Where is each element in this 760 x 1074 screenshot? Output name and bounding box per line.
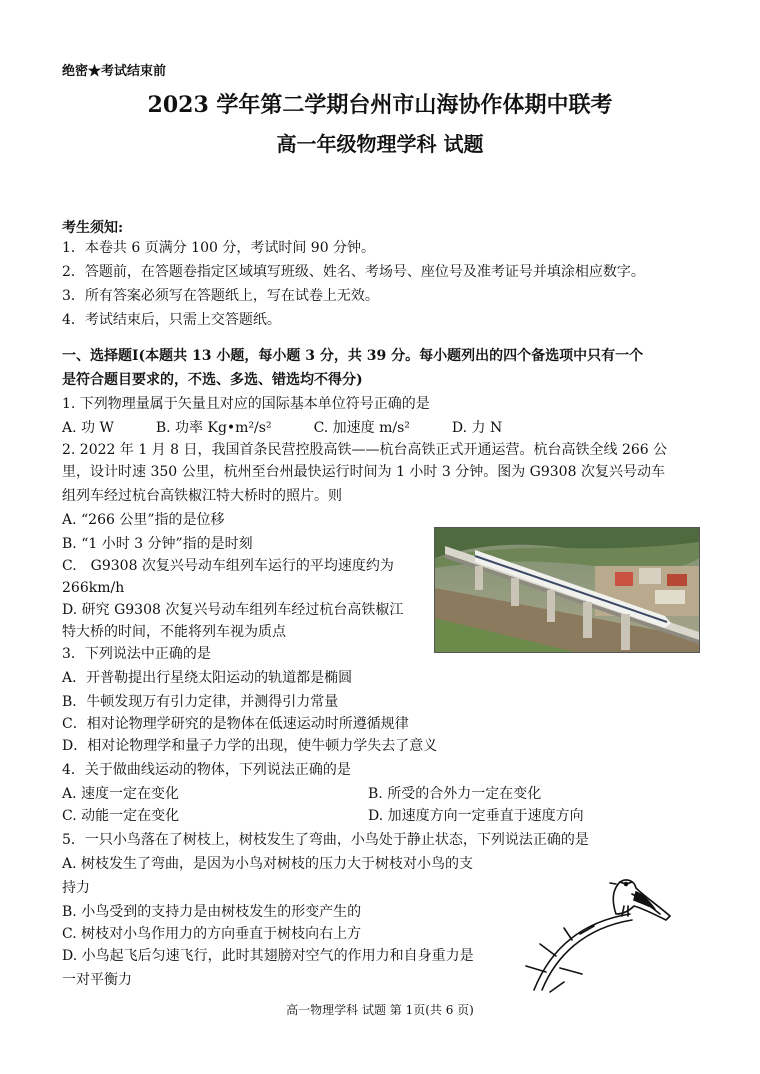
bird-on-branch-figure: [520, 870, 690, 995]
q5-option-a-cont: 持力: [62, 880, 90, 896]
q5-option-d: D. 小鸟起飞后匀速飞行，此时其翅膀对空气的作用力和自身重力是: [62, 948, 474, 964]
q1-stem: 1. 下列物理量属于矢量且对应的国际基本单位符号正确的是: [62, 396, 430, 412]
section-heading-cont: 是符合题目要求的，不选、多选、错选均不得分): [62, 372, 363, 388]
q2-stem: 里，设计时速 350 公里，杭州至台州最快运行时间为 1 小时 3 分钟。图为 G9308 次复兴号动车: [62, 464, 665, 480]
q5-option-a: A. 树枝发生了弯曲，是因为小鸟对树枝的压力大于树枝对小鸟的支: [62, 856, 474, 872]
q5-stem: 5．一只小鸟落在了树枝上，树枝发生了弯曲，小鸟处于静止状态，下列说法正确的是: [62, 832, 589, 848]
note-item: 3．所有答案必须写在答题纸上，写在试卷上无效。: [62, 288, 379, 304]
note-item: 4．考试结束后，只需上交答题纸。: [62, 312, 281, 328]
q5-option-d-cont: 一对平衡力: [62, 972, 132, 988]
train-bridge-photo: [434, 527, 700, 653]
q2-option-d-cont: 特大桥的时间，不能将列车视为质点: [62, 624, 286, 640]
q2-option-a: A. “266 公里”指的是位移: [62, 512, 225, 528]
q2-stem: 组列车经过杭台高铁椒江特大桥时的照片。则: [62, 488, 342, 504]
confidential-label: 绝密★考试结束前: [62, 64, 167, 79]
q3-option-b: B．牛顿发现万有引力定律，并测得引力常量: [62, 694, 339, 710]
q4-option-b: B. 所受的合外力一定在变化: [368, 786, 542, 802]
q3-option-c: C．相对论物理学研究的是物体在低速运动时所遵循规律: [62, 716, 409, 732]
q2-option-c-cont: 266km/h: [62, 580, 125, 596]
q5-option-b: B. 小鸟受到的支持力是由树枝发生的形变产生的: [62, 904, 362, 920]
q4-option-c: C. 动能一定在变化: [62, 808, 180, 824]
exam-title: 2023 学年第二学期台州市山海协作体期中联考: [147, 92, 613, 118]
page-footer: 高一物理学科 试题 第 1页(共 6 页): [286, 1003, 474, 1017]
q2-option-d: D. 研究 G9308 次复兴号动车组列车经过杭台高铁椒江: [62, 602, 404, 618]
q3-option-a: A．开普勒提出行星绕太阳运动的轨道都是椭圆: [62, 670, 353, 686]
q2-option-b: B. “1 小时 3 分钟”指的是时刻: [62, 536, 253, 552]
q4-option-a: A. 速度一定在变化: [62, 786, 180, 802]
q1-options: A. 功 W B. 功率 Kg•m²/s² C. 加速度 m/s² D. 力 N: [62, 420, 503, 436]
q4-stem: 4．关于做曲线运动的物体，下列说法正确的是: [62, 762, 351, 778]
q5-option-c: C. 树枝对小鸟作用力的方向垂直于树枝向右上方: [62, 926, 362, 942]
note-item: 2．答题前，在答题卷指定区域填写班级、姓名、考场号、座位号及准考证号并填涂相应数字。: [62, 264, 645, 280]
q3-option-d: D．相对论物理学和量子力学的出现，使牛顿力学失去了意义: [62, 738, 438, 754]
note-item: 1．本卷共 6 页满分 100 分，考试时间 90 分钟。: [62, 240, 376, 256]
q2-option-c: C. G9308 次复兴号动车组列车运行的平均速度约为: [62, 558, 394, 574]
exam-subtitle: 高一年级物理学科 试题: [276, 132, 484, 156]
q3-stem: 3．下列说法中正确的是: [62, 646, 211, 662]
q2-stem: 2. 2022 年 1 月 8 日，我国首条民营控股高铁——杭台高铁正式开通运营。杭台高铁全线 266 公: [62, 442, 668, 458]
q4-option-d: D. 加速度方向一定垂直于速度方向: [368, 808, 584, 824]
section-heading: 一、选择题Ⅰ(本题共 13 小题，每小题 3 分，共 39 分。每小题列出的四个备选项中只有一个: [62, 348, 644, 364]
notes-heading: 考生须知:: [62, 220, 124, 236]
